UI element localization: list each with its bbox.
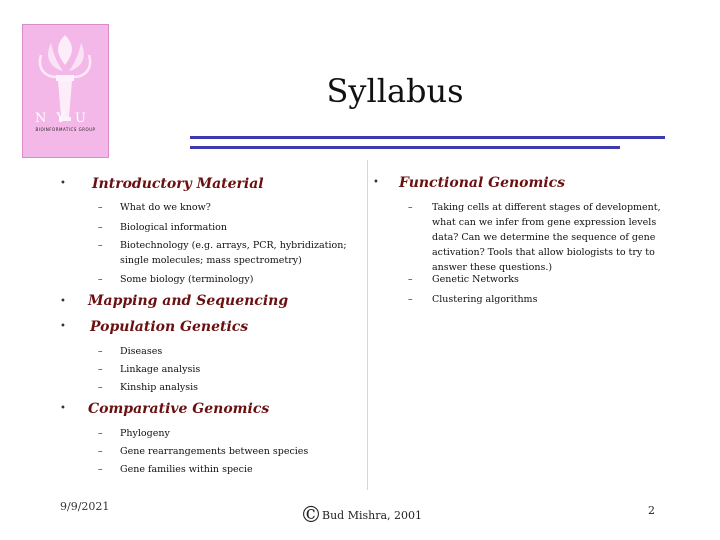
- bullet-dash: –: [98, 365, 103, 375]
- list-item: Phylogeny: [120, 428, 170, 439]
- bullet-dash: –: [98, 275, 103, 285]
- bullet-dash: –: [98, 447, 103, 457]
- list-item: What do we know?: [120, 202, 211, 213]
- heading-functional-genomics: Functional Genomics: [399, 175, 566, 191]
- logo-letters: NYU: [35, 111, 96, 126]
- heading-comparative-genomics: Comparative Genomics: [88, 401, 270, 417]
- list-item: Taking cells at different stages of development, what can we infer from gene expression levels data? Can we determine the sequence of gene activation? Tools that allow biologists to try to answer these questions.): [432, 202, 661, 273]
- heading-population-genetics: Population Genetics: [90, 319, 249, 335]
- column-divider: [367, 160, 368, 490]
- bullet-dash: –: [408, 275, 413, 285]
- bullet-dash: –: [98, 347, 103, 357]
- list-item: Gene rearrangements between species: [120, 446, 309, 457]
- bullet-dot: •: [373, 177, 379, 188]
- torch-icon: [23, 25, 108, 157]
- list-item: Biological information: [120, 222, 227, 233]
- list-item: Kinship analysis: [120, 382, 199, 393]
- bullet-dash: –: [98, 241, 103, 251]
- bullet-dot: •: [60, 403, 66, 414]
- logo-caption: BIOINFORMATICS GROUP: [35, 127, 96, 132]
- footer-author: Bud Mishra, 2001: [322, 509, 423, 522]
- list-item: Clustering algorithms: [432, 294, 538, 305]
- bullet-dash: –: [98, 465, 103, 475]
- list-item: Some biology (terminology): [120, 274, 254, 285]
- bullet-dot: •: [60, 321, 66, 332]
- footer-copyright: [300, 503, 422, 528]
- bullet-dash: –: [98, 203, 103, 213]
- list-item: Diseases: [120, 346, 163, 357]
- footer-date: 9/9/2021: [60, 500, 110, 513]
- heading-introductory-material: Introductory Material: [92, 176, 264, 192]
- copyright-icon: ©: [300, 503, 322, 528]
- title-rule-lower: [190, 146, 620, 149]
- bullet-dot: •: [60, 296, 66, 307]
- nyu-bioinformatics-logo: [22, 24, 109, 158]
- list-item: Genetic Networks: [432, 274, 519, 285]
- heading-mapping-and-sequencing: Mapping and Sequencing: [88, 293, 289, 309]
- list-item: Linkage analysis: [120, 364, 201, 375]
- list-item: Gene families within specie: [120, 464, 253, 475]
- bullet-dash: –: [408, 295, 413, 305]
- slide-title: Syllabus: [326, 72, 464, 110]
- bullet-dot: •: [60, 178, 66, 189]
- bullet-dash: –: [408, 203, 413, 213]
- list-item: Biotechnology (e.g. arrays, PCR, hybridization; single molecules; mass spectrometry): [120, 240, 347, 266]
- title-rule-upper: [190, 136, 665, 139]
- bullet-dash: –: [98, 223, 103, 233]
- bullet-dash: –: [98, 383, 103, 393]
- page-number: 2: [648, 504, 655, 517]
- bullet-dash: –: [98, 429, 103, 439]
